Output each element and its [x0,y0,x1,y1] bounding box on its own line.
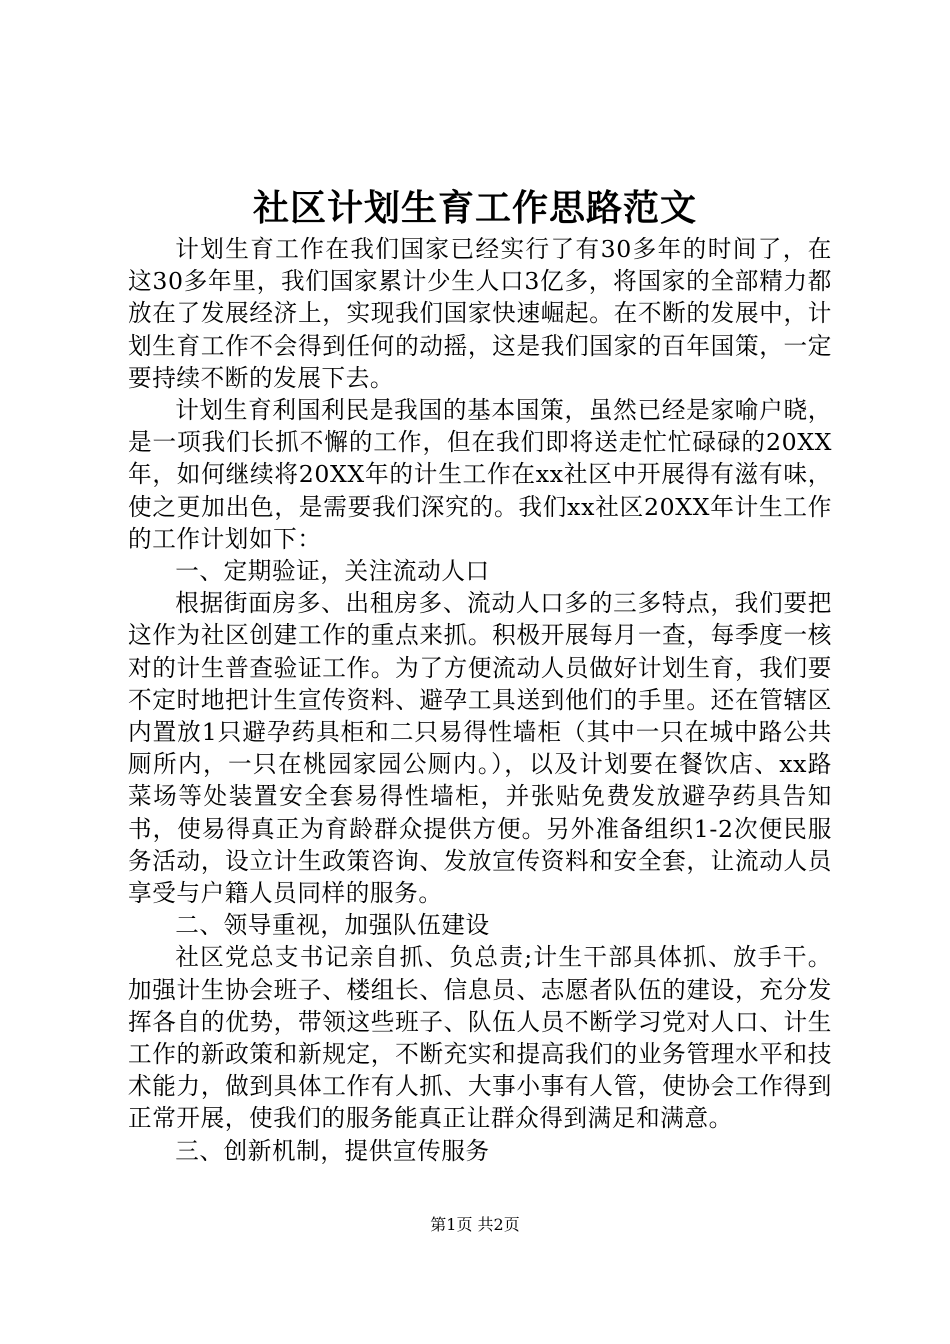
paragraph-intro: 计划生育工作在我们国家已经实行了有30多年的时间了，在这30多年里，我们国家累计少生人口3亿多，将国家的全部精力都放在了发展经济上，实现我们国家快速崛起。在不断的发展中，计划生育工作不会得到任何的动摇，这是我们国家的百年国策，一定要持续不断的发展下去。 [128,235,832,392]
section-heading-3: 三、创新机制，提供宣传服务 [175,1136,490,1165]
section-heading-2: 二、领导重视，加强队伍建设 [175,911,490,940]
paragraph-section-1: 根据街面房多、出租房多、流动人口多的三多特点，我们要把这作为社区创建工作的重点来抓。积极开展每月一查，每季度一核对的计生普查验证工作。为了方便流动人员做好计划生育，我们要不定时地把计生宣传资料、避孕工具送到他们的手里。还在管辖区内置放1只避孕药具柜和二只易得性墙柜（其中一只在城中路公共厕所内，一只在桃园家园公厕内。），以及计划要在餐饮店、xx路菜场等处装置安全套易得性墙柜，并张贴免费发放避孕药具告知书，使易得真正为育龄群众提供方便。另外准备组织1-2次便民服务活动，设立计生政策咨询、发放宣传资料和安全套，让流动人员享受与户籍人员同样的服务。 [128,589,832,908]
paragraph-section-2: 社区党总支书记亲自抓、负总责;计生干部具体抓、放手干。加强计生协会班子、楼组长、信息员、志愿者队伍的建设，充分发挥各自的优势，带领这些班子、队伍人员不断学习党对人口、计生工作的新政策和新规定，不断充实和提高我们的业务管理水平和技术能力，做到具体工作有人抓、大事小事有人管，使协会工作得到正常开展，使我们的服务能真正让群众得到满足和满意。 [128,943,832,1133]
paragraph-plan-overview: 计划生育利国利民是我国的基本国策，虽然已经是家喻户晓，是一项我们长抓不懈的工作，但在我们即将送走忙忙碌碌的20XX年，如何继续将20XX年的计生工作在xx社区中开展得有滋有味，使之更加出色，是需要我们深究的。我们xx社区20XX年计生工作的工作计划如下： [128,396,832,553]
document-body [128,233,832,1167]
document-title: 社区计划生育工作思路范文 [252,187,697,229]
section-heading-1: 一、定期验证，关注流动人口 [175,557,490,586]
page-number-footer: 第1页 共2页 [430,1215,520,1234]
